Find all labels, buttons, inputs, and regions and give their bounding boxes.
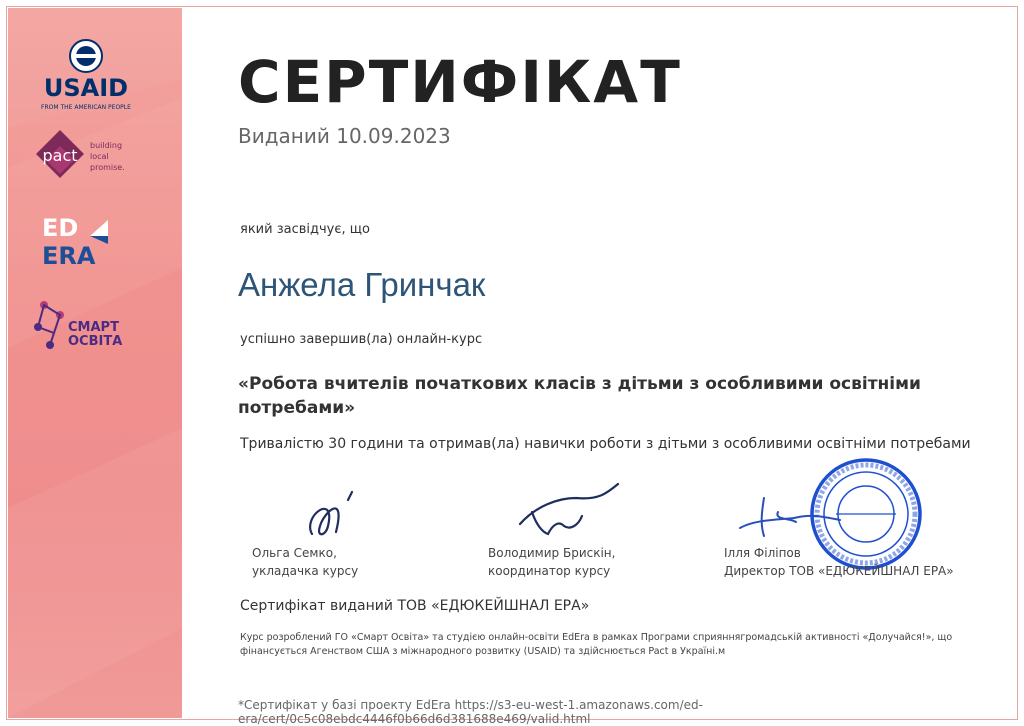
pact-text: pact: [42, 146, 78, 165]
issuer-text: Сертифікат виданий ТОВ «ЕДЮКЕЙШНАЛ ЕРА»: [240, 598, 590, 614]
verification-footer: *Сертифікат у базі проекту EdEra https://s3-eu-west-1.amazonaws.com/ed-era/cert/0c5c08ebdc4446f0b66d6d381688e469/valid.html: [238, 698, 703, 726]
smart-text-2: ОСВІТА: [68, 334, 123, 349]
company-stamp: [808, 456, 924, 572]
edera-text-2: ERA: [42, 242, 96, 270]
pact-tagline-1: building: [90, 141, 123, 150]
smart-text-1: СМАРТ: [68, 320, 119, 335]
completed-text: успішно завершив(ла) онлайн-курс: [240, 332, 483, 347]
signer-3-name: Ілля Філіпов: [724, 546, 801, 560]
course-duration: Тривалістю 30 години та отримав(ла) навички роботи з дітьми з особливими освітніми потребами: [240, 436, 971, 452]
signer-1-name: Ольга Семко,: [252, 546, 337, 560]
certificate-content: [182, 8, 1018, 726]
recipient-name: Анжела Гринчак: [238, 266, 486, 303]
signer-2-role: координатор курсу: [488, 564, 611, 578]
usaid-logo: [26, 38, 146, 118]
issued-date: Виданий 10.09.2023: [238, 124, 451, 148]
signer-3-role: Директор ТОВ «ЕДЮКЕЙШНАЛ ЕРА»: [724, 564, 954, 578]
pact-logo: [26, 126, 146, 196]
about-line-2: фінансується Агенством США з міжнародного розвитку (USAID) та здійснюється Pact в Україні.м: [240, 646, 726, 657]
course-title: «Робота вчителів початкових класів з дітьми з особливими освітніми потребами»: [238, 374, 921, 418]
signature-1: [292, 482, 382, 548]
about-line-1: Курс розроблений ГО «Смарт Освіта» та студією онлайн-освіти EdEra в рамках Програми сприяннягромадській активності «Долучайся!», що: [240, 632, 953, 643]
usaid-subtitle: FROM THE AMERICAN PEOPLE: [41, 104, 131, 111]
pact-tagline-3: promise.: [90, 163, 125, 172]
smart-osvita-logo: [26, 293, 146, 365]
pact-tagline-2: local: [90, 152, 109, 161]
certifies-text: який засвідчує, що: [240, 222, 370, 237]
edera-logo: [26, 206, 146, 276]
sidebar: [8, 8, 182, 718]
edera-text-1: ED: [42, 214, 79, 242]
signer-2-name: Володимир Брискін,: [488, 546, 616, 560]
usaid-text: USAID: [43, 74, 129, 102]
certificate-title: СЕРТИФІКАТ: [238, 48, 682, 116]
signature-2: [512, 480, 620, 546]
signer-1-role: укладачка курсу: [252, 564, 359, 578]
